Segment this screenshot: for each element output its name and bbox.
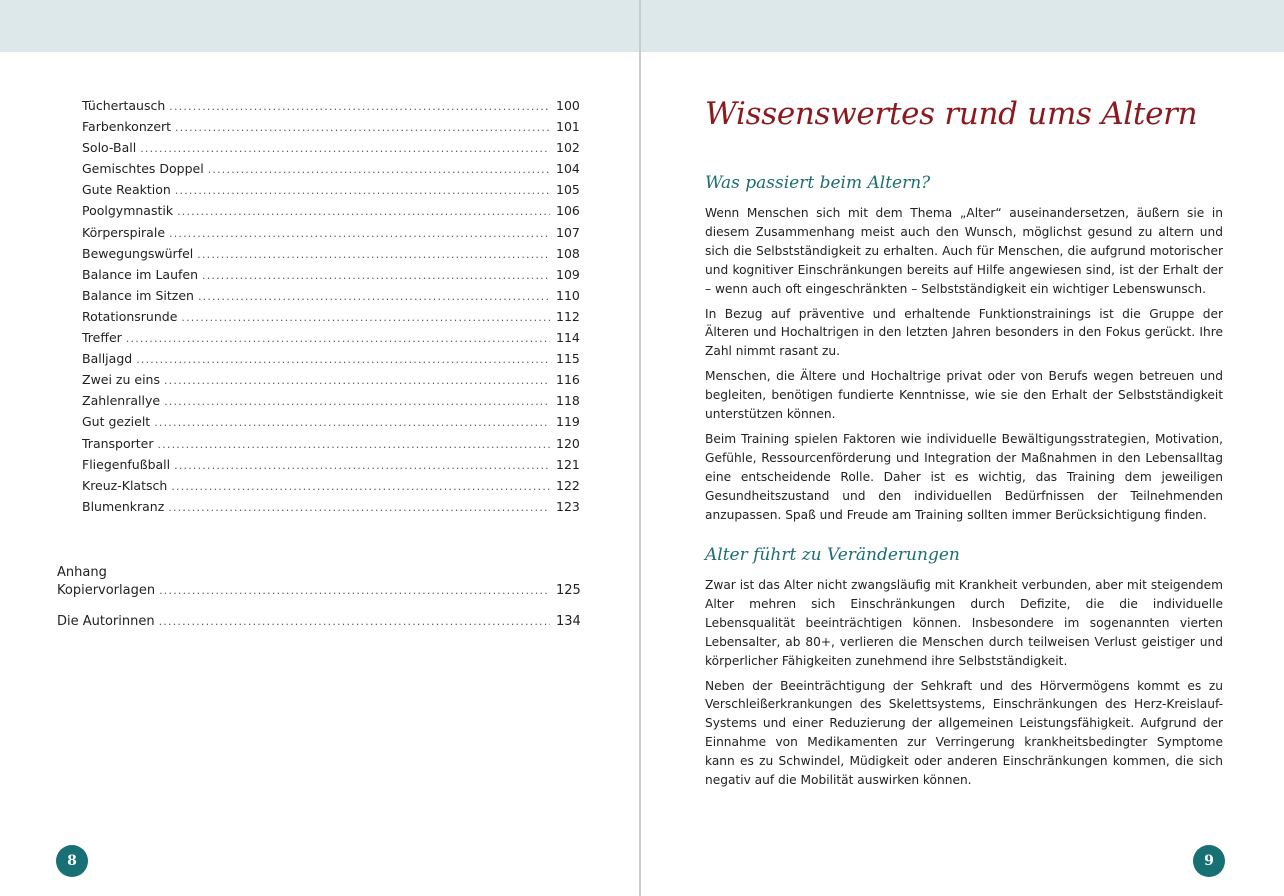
toc-entry[interactable] xyxy=(82,436,578,457)
toc-entry[interactable] xyxy=(82,330,578,351)
toc-entry-title: Balance im Sitzen xyxy=(82,287,194,303)
toc-entry-title: Treffer xyxy=(82,330,122,346)
authors-section xyxy=(57,614,581,635)
toc-entry[interactable] xyxy=(82,288,578,309)
section-body xyxy=(705,576,1223,796)
toc-entry-title: Körperspirale xyxy=(82,224,166,240)
toc-leader-dots xyxy=(168,501,550,514)
paragraph: Zwar ist das Alter nicht zwangsläufig mit Krankheit verbunden, aber mit steigendem Alter mehren sich Einschränkungen durch Defizite, die die individuelle Lebensqualität beeinträchtigen können. Insbesondere im sogenannten vierten Lebensalter, ab 80+, verlieren die Menschen durch teilweisen Verlust geistiger und körperlicher Fähigkeiten zunehmend ihre Selbstständigkeit. xyxy=(705,578,1223,668)
toc-entry[interactable] xyxy=(82,478,578,499)
toc-entry-title: Rotationsrunde xyxy=(82,308,178,324)
toc-leader-dots xyxy=(169,227,550,240)
toc-entry-title: Kreuz-Klatsch xyxy=(82,477,168,493)
toc-entry-title: Balljagd xyxy=(82,351,133,367)
paragraph: In Bezug auf präventive und erhaltende Funktionstrainings ist die Gruppe der Älteren und Hochaltrigen in den letzten Jahren besonders in den Fokus gerückt. Ihre Zahl nimmt rasant zu. xyxy=(705,306,1223,359)
toc-entry[interactable] xyxy=(82,393,578,414)
toc-entry[interactable] xyxy=(82,499,578,520)
toc-entry-page: 104 xyxy=(556,161,580,177)
page-number-badge: 8 xyxy=(56,845,88,877)
paragraph: Menschen, die Ältere und Hochaltrige privat oder von Berufs wegen betreuen und begleiten, benötigen fundierte Kenntnisse, wie sie den Erhalt der Selbstständigkeit unterstützen können. xyxy=(705,369,1223,422)
toc-entry-page: 115 xyxy=(556,351,580,367)
toc-leader-dots xyxy=(159,615,550,628)
toc-entry[interactable] xyxy=(82,119,578,140)
left-page xyxy=(0,0,639,896)
toc-leader-dots xyxy=(164,395,550,408)
chapter-title: Wissenswertes rund ums Altern xyxy=(705,96,1198,132)
toc-leader-dots xyxy=(175,184,550,197)
toc-leader-dots xyxy=(174,459,550,472)
toc-leader-dots xyxy=(169,100,550,113)
toc-leader-dots xyxy=(181,311,550,324)
toc-leader-dots xyxy=(164,374,550,387)
toc-entry-title: Die Autorinnen xyxy=(57,614,155,629)
page-number-badge: 9 xyxy=(1193,845,1225,877)
paragraph: Neben der Beeinträchtigung der Sehkraft und des Hörvermögens kommt es zu Verschleißerkrankungen des Skelettsystems, Einschränkungen des Herz-Kreislauf-Systems und einer Reduzierung der allgemeinen Leistungsfähigkeit. Aufgrund der Einnahme von Medikamenten zur Verringerung krankheitsbedingter Symptome kann es zu Schwindel, Müdigkeit oder anderen Einschränkungen kommen, die sich negativ auf die Mobilität auswirken können. xyxy=(705,678,1223,788)
toc-entry[interactable] xyxy=(82,457,578,478)
toc-leader-dots xyxy=(154,416,550,429)
toc-entry[interactable] xyxy=(82,267,578,288)
toc-leader-dots xyxy=(202,269,550,282)
toc-entry[interactable] xyxy=(82,309,578,330)
toc-entry-page: 105 xyxy=(556,182,580,198)
toc-entry-page: 125 xyxy=(556,583,581,598)
toc-leader-dots xyxy=(208,163,550,176)
toc-entry-page: 112 xyxy=(556,308,580,324)
top-band xyxy=(641,0,1284,52)
section-body xyxy=(705,204,1223,531)
toc-leader-dots xyxy=(159,584,550,597)
toc-entry-page: 114 xyxy=(556,330,580,346)
table-of-contents xyxy=(82,98,578,520)
toc-leader-dots xyxy=(157,438,550,451)
toc-entry-title: Balance im Laufen xyxy=(82,266,199,282)
toc-entry-page: 102 xyxy=(556,140,580,156)
appendix-heading: Anhang xyxy=(57,565,107,580)
appendix-section xyxy=(57,563,581,604)
toc-entry-title: Solo-Ball xyxy=(82,140,137,156)
toc-entry-title: Zwei zu eins xyxy=(82,372,160,388)
toc-entry-page: 110 xyxy=(556,287,580,303)
section-heading: Alter führt zu Veränderungen xyxy=(705,545,960,565)
toc-entry-page: 106 xyxy=(556,203,580,219)
paragraph: Wenn Menschen sich mit dem Thema „Alter“ auseinandersetzen, äußern sie in diesem Zusammenhang meist auch den Wunsch, möglichst gesund zu altern und sich die Selbstständigkeit zu erhalten. Auch für Menschen, die aufgrund motorischer und kognitiver Einschränkungen bereits auf Hilfe angewiesen sind, ist der Erhalt der – wenn auch oft eingeschränkten – Selbstständigkeit ein wichtiger Lebenswunsch. xyxy=(705,206,1223,296)
toc-entry-title: Tüchertausch xyxy=(82,98,166,113)
toc-entry-title: Transporter xyxy=(82,435,154,451)
toc-entry-page: 101 xyxy=(556,119,580,135)
toc-leader-dots xyxy=(140,142,550,155)
toc-entry-title: Gut gezielt xyxy=(82,414,151,430)
toc-entry[interactable] xyxy=(57,583,581,604)
toc-entry-page: 109 xyxy=(556,266,580,282)
toc-leader-dots xyxy=(136,353,550,366)
toc-entry-page: 134 xyxy=(556,614,581,629)
toc-entry[interactable] xyxy=(82,182,578,203)
toc-entry[interactable] xyxy=(57,614,581,635)
toc-entry[interactable] xyxy=(82,161,578,182)
toc-entry-title: Gemischtes Doppel xyxy=(82,161,204,177)
toc-entry[interactable] xyxy=(82,140,578,161)
toc-entry-title: Poolgymnastik xyxy=(82,203,174,219)
section-heading: Was passiert beim Altern? xyxy=(705,173,931,193)
toc-entry[interactable] xyxy=(82,372,578,393)
toc-entry-title: Zahlenrallye xyxy=(82,393,161,409)
toc-entry[interactable] xyxy=(82,98,578,119)
toc-entry-page: 123 xyxy=(556,498,580,514)
toc-entry[interactable] xyxy=(82,414,578,435)
toc-leader-dots xyxy=(171,480,550,493)
toc-entry[interactable] xyxy=(82,225,578,246)
toc-entry-page: 122 xyxy=(556,477,580,493)
toc-entry-page: 121 xyxy=(556,456,580,472)
right-page xyxy=(641,0,1284,896)
toc-entry-page: 108 xyxy=(556,245,580,261)
toc-entry-title: Kopiervorlagen xyxy=(57,583,156,598)
toc-leader-dots xyxy=(126,332,550,345)
toc-entry[interactable] xyxy=(82,351,578,372)
toc-leader-dots xyxy=(198,290,550,303)
toc-entry-title: Farbenkonzert xyxy=(82,119,172,135)
toc-entry[interactable] xyxy=(82,246,578,267)
toc-entry-title: Bewegungswürfel xyxy=(82,245,194,261)
toc-leader-dots xyxy=(175,121,550,134)
toc-entry[interactable] xyxy=(82,203,578,224)
toc-entry-page: 116 xyxy=(556,372,580,388)
toc-entry-page: 100 xyxy=(556,98,580,113)
toc-entry-title: Blumenkranz xyxy=(82,498,165,514)
toc-entry-title: Fliegenfußball xyxy=(82,456,171,472)
toc-entry-title: Gute Reaktion xyxy=(82,182,171,198)
toc-entry-page: 120 xyxy=(556,435,580,451)
top-band xyxy=(0,0,639,52)
toc-leader-dots xyxy=(197,248,550,261)
toc-entry-page: 107 xyxy=(556,224,580,240)
paragraph: Beim Training spielen Faktoren wie individuelle Bewältigungsstrategien, Motivation, Gefühle, Ressourcenförderung und Integration der Maßnahmen in den Lebensalltag eine entscheidende Rolle. Daher ist es wichtig, das Training dem jeweiligen Gesundheitszustand und den individuellen Bedürfnissen der Teilnehmenden anzupassen. Spaß und Freude am Training sollten immer Berücksichtigung finden. xyxy=(705,431,1223,522)
toc-entry-page: 118 xyxy=(556,393,580,409)
toc-leader-dots xyxy=(177,205,550,218)
toc-entry-page: 119 xyxy=(556,414,580,430)
